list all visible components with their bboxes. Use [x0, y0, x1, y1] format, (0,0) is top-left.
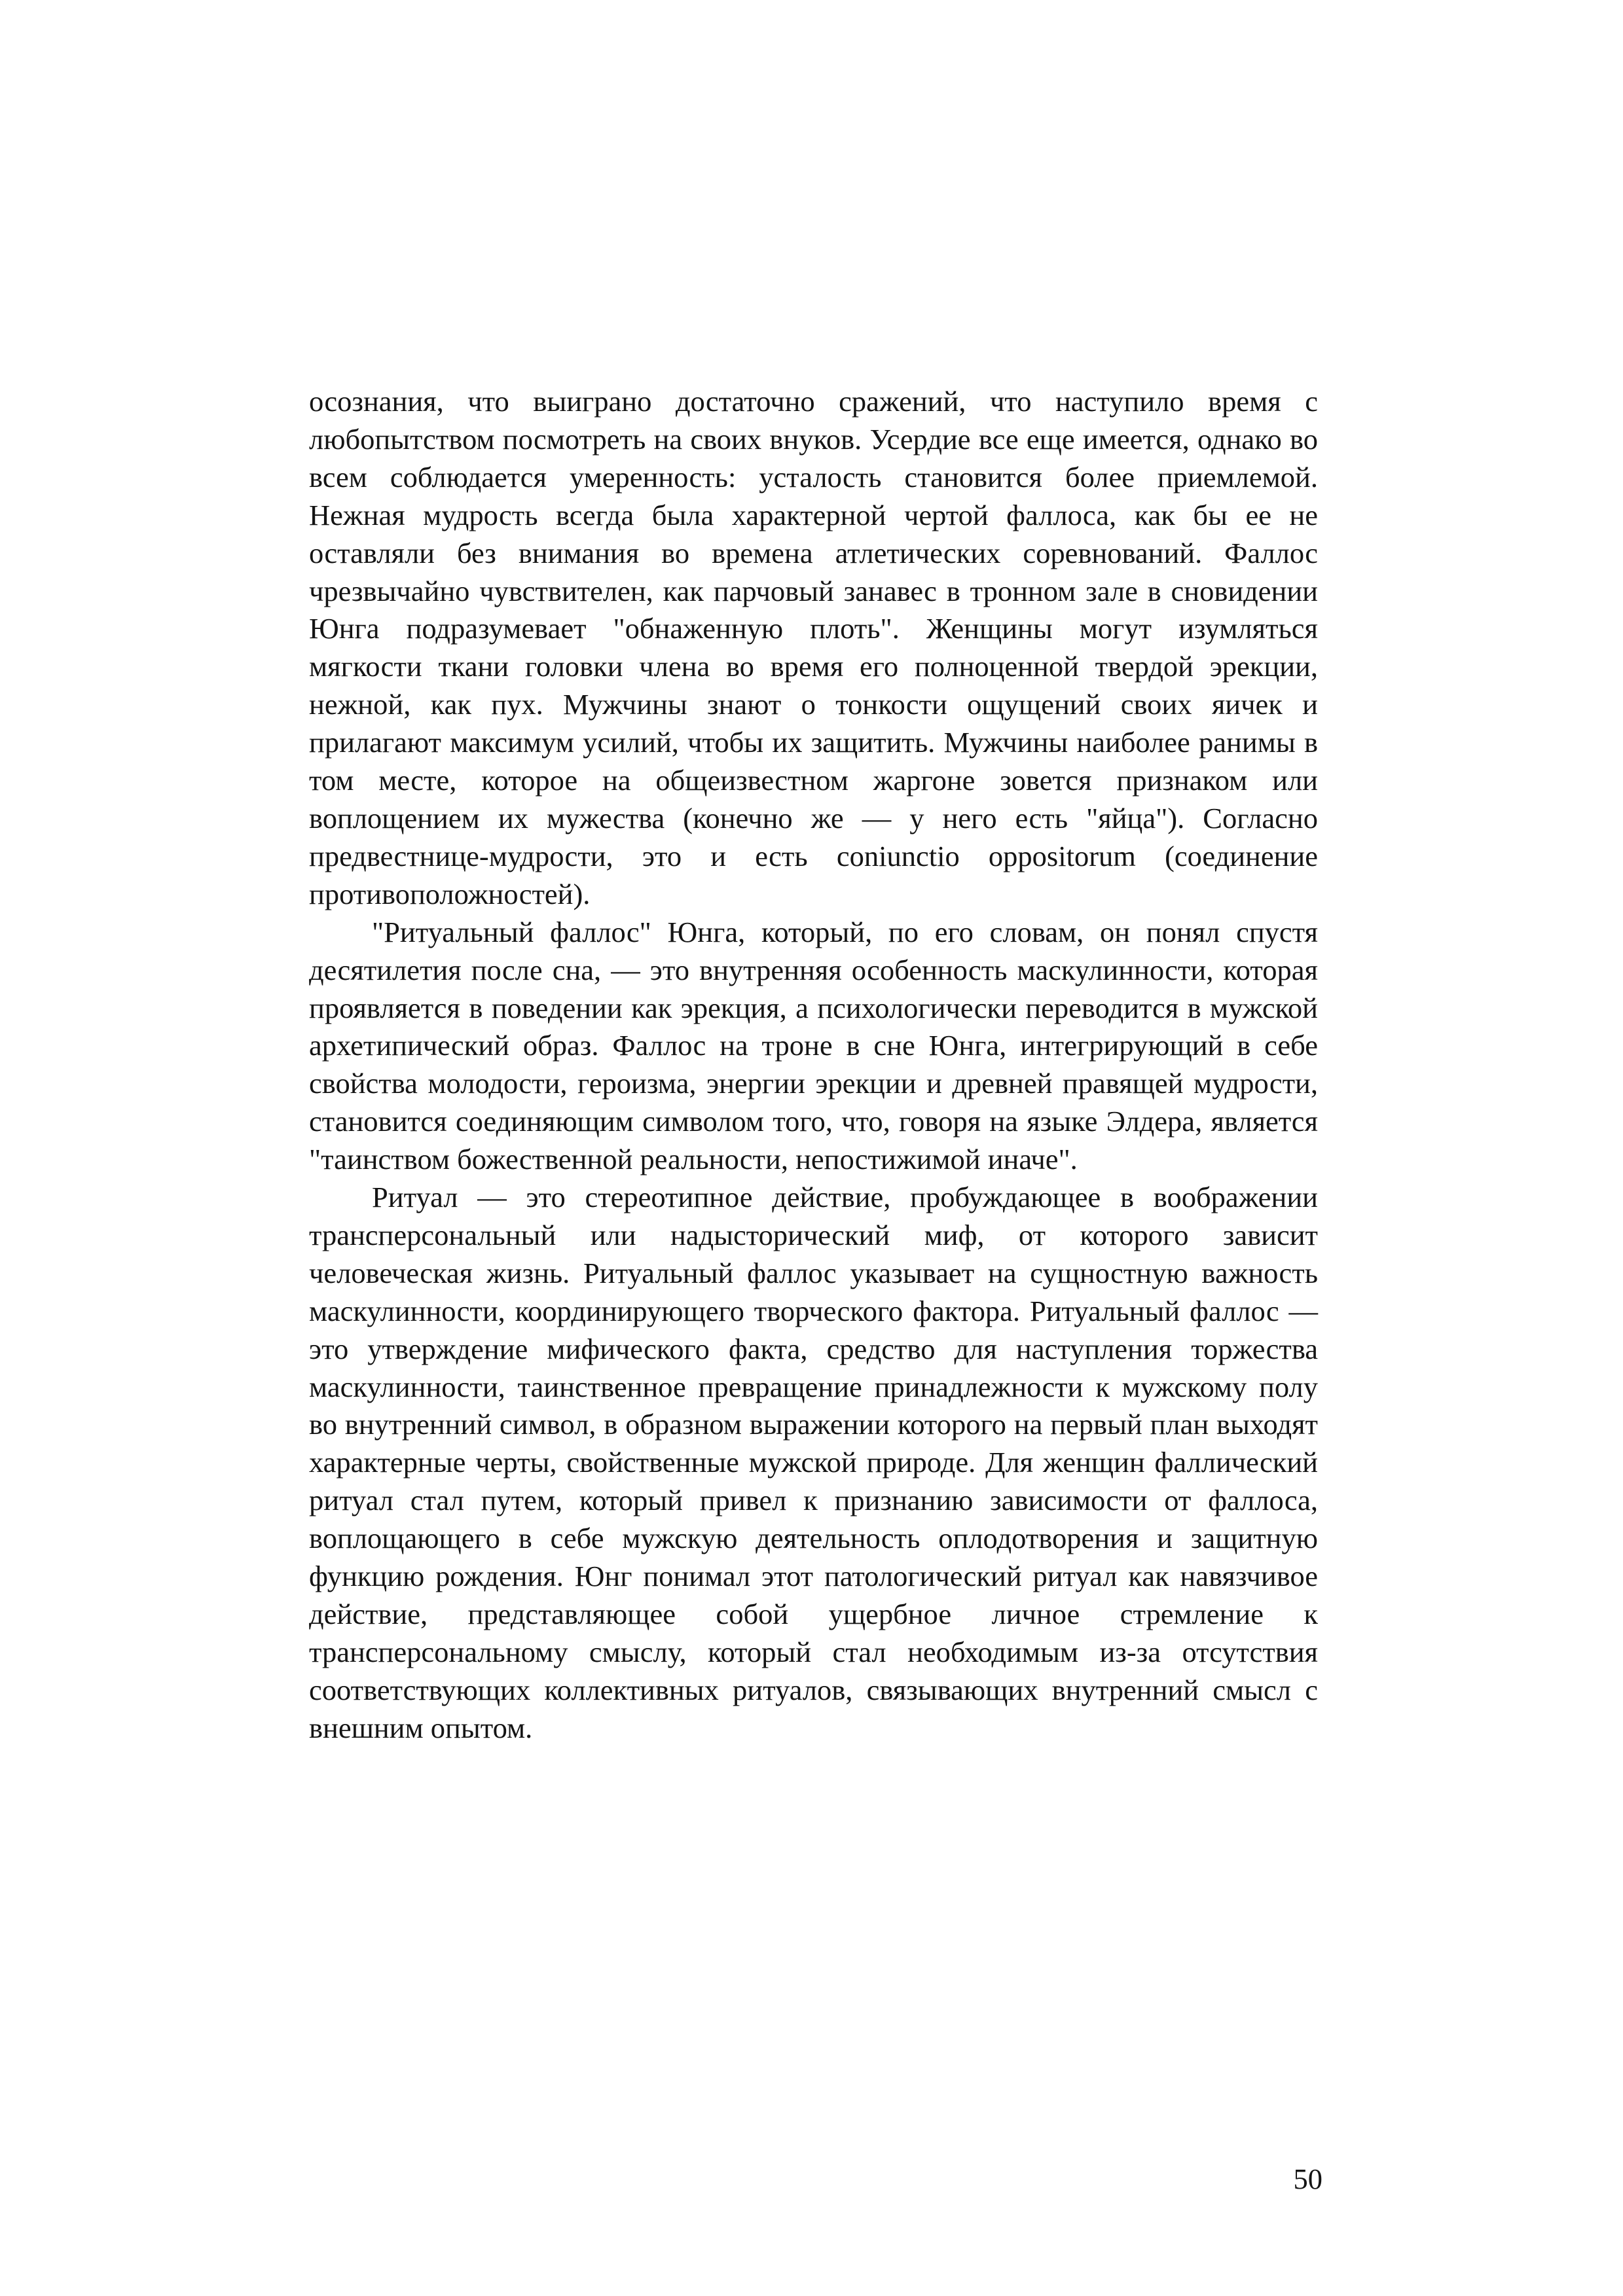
body-text: [309, 383, 1318, 1748]
paragraph-1: осознания, что выиграно достаточно сражений, что наступило время с любопытством посмотреть на своих внуков. Усердие все еще имеется, однако во всем соблюдается умеренность: усталость становится более приемлемой. Нежная мудрость всегда была характерной чертой фаллоса, как бы ее не оставляли без внимания во времена атлетических соревнований. Фаллос чрезвычайно чувствителен, как парчовый занавес в тронном зале в сновидении Юнга подразумевает "обнаженную плоть". Женщины могут изумляться мягкости ткани головки члена во время его полноценной твердой эрекции, нежной, как пух. Мужчины знают о тонкости ощущений своих яичек и прилагают максимум усилий, чтобы их защитить. Мужчины наиболее ранимы в том месте, которое на общеизвестном жаргоне зовется признаком или воплощением их мужества (конечно же — у него есть "яйца"). Согласно предвестнице-мудрости, это и есть coniunctio oppositorum (соединение противоположностей).: [309, 385, 1318, 910]
paragraph-3: Ритуал — это стереотипное действие, пробуждающее в воображении трансперсональный или надысторический миф, от которого зависит человеческая жизнь. Ритуальный фаллос указывает на сущностную важность маскулинности, координирующего творческого фактора. Ритуальный фаллос — это утверждение мифического факта, средство для наступления торжества маскулинности, таинственное превращение принадлежности к мужскому полу во внутренний символ, в образном выражении которого на первый план выходят характерные черты, свойственные мужской природе. Для женщин фаллический ритуал стал путем, который привел к признанию зависимости от фаллоса, воплощающего в себе мужскую деятельность оплодотворения и защитную функцию рождения. Юнг понимал этот патологический ритуал как навязчивое действие, представляющее собой ущербное личное стремление к трансперсональному смыслу, который стал необходимым из-за отсутствия соответствующих коллективных ритуалов, связывающих внутренний смысл с внешним опытом.: [309, 1181, 1318, 1744]
page-number: 50: [1293, 2162, 1322, 2195]
paragraph-2: "Ритуальный фаллос" Юнга, который, по его словам, он понял спустя десятилетия после сна, — это внутренняя особенность маскулинности, которая проявляется в поведении как эрекция, а психологически переводится в мужской архетипический образ. Фаллос на троне в сне Юнга, интегрирующий в себе свойства молодости, героизма, энергии эрекции и древней правящей мудрости, становится соединяющим символом того, что, говоря на языке Элдера, является "таинством божественной реальности, непостижимой иначе".: [309, 915, 1318, 1176]
